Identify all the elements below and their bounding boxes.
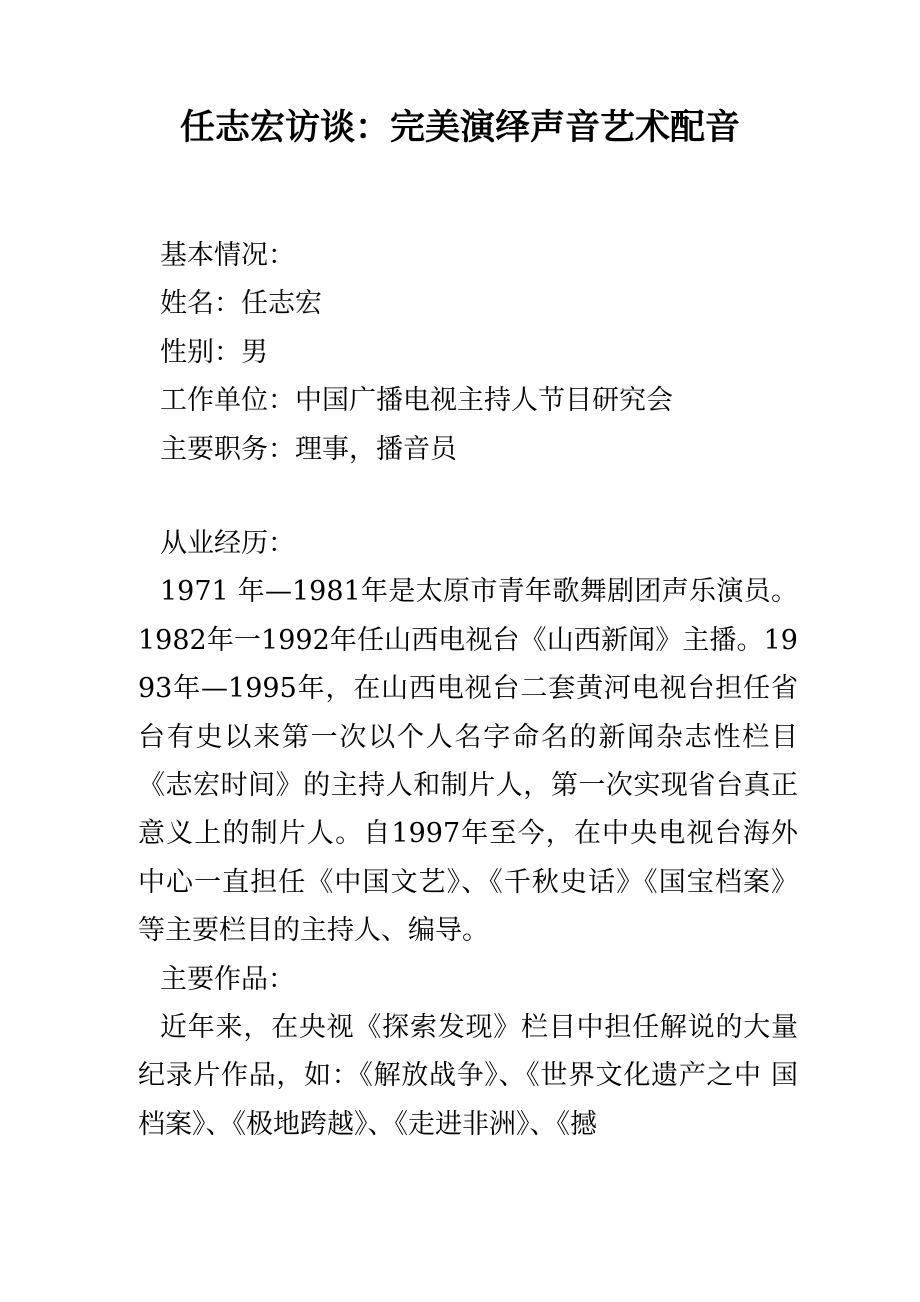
career-heading: 从业经历： [160,528,295,559]
name-line: 姓名：任志宏 [160,288,322,320]
basic-info-section [138,232,798,474]
works-heading: 主要作品： [160,963,295,995]
career-paragraph: 1971 年—1981年是太原市青年歌舞剧团声乐演员。1982年一1992年任山西电视台《山西新闻》主播。1993年—1995年，在山西电视台二套黄河电视台担任省台有史以来第一次以个人名字命名的新闻杂志性栏目《志宏时间》的主持人和制片人，第一次实现省台真正意义上的制片人。自1997年至今，在中央电视台海外中心一直担任《中国文艺》、《千秋史话》《国宝档案》 等主要栏目的主持人、编导。 [138,576,798,947]
career-section [138,520,798,1149]
document-title: 任志宏访谈：完美演绎声音艺术配音 [179,107,740,148]
gender-line: 性别：男 [160,336,268,368]
basic-info-heading: 基本情况： [160,240,295,271]
position-line: 主要职务：理事，播音员 [160,433,457,465]
employer-line: 工作单位：中国广播电视主持人节目研究会 [160,385,673,417]
works-paragraph: 近年来，在央视《探索发现》栏目中担任解说的大量纪录片作品，如：《解放战争》、《世界文化遗产之中 国档案》、《极地跨越》、《走进非洲》、《撼 [138,1012,798,1140]
